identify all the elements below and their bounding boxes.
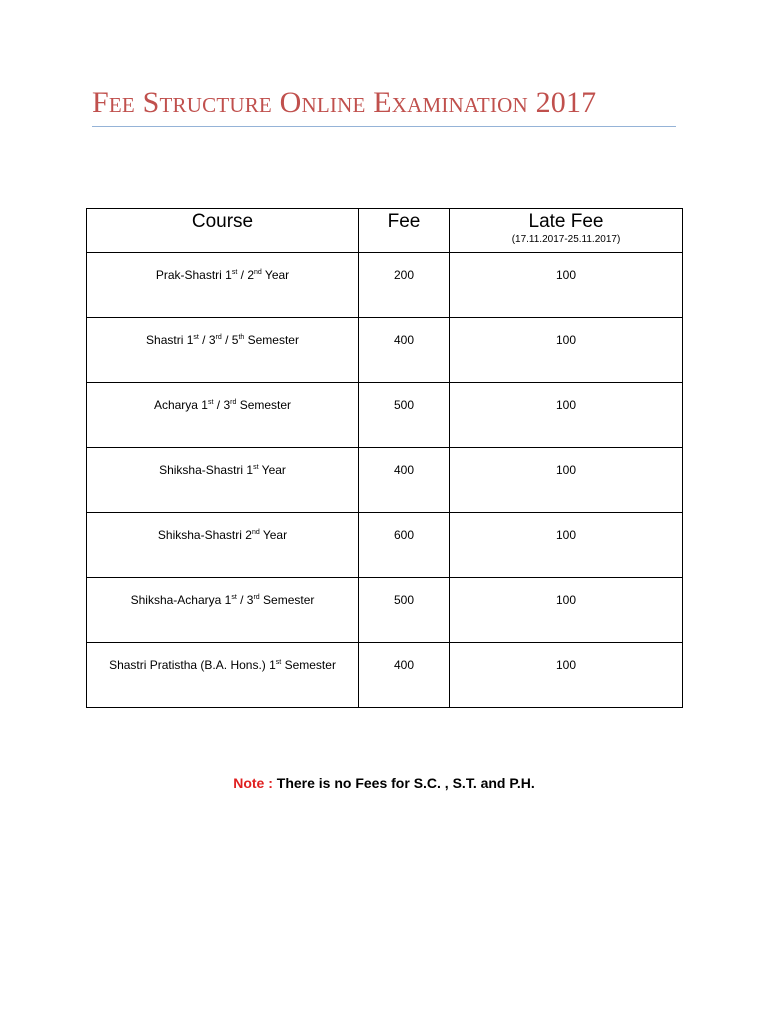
note	[0, 775, 768, 791]
course-text: Shastri Pratistha (B.A. Hons.) 1	[109, 658, 276, 672]
course-text: / 2	[237, 268, 254, 282]
course-text: Year	[258, 463, 286, 477]
ordinal-suffix: st	[275, 659, 282, 666]
header-late-fee-label: Late Fee	[528, 211, 604, 232]
fee-table	[86, 208, 683, 708]
course-text: / 3	[236, 593, 254, 607]
table-row	[87, 318, 683, 383]
table-row	[87, 383, 683, 448]
course-text: Semester	[259, 593, 315, 607]
late-fee-cell: 100	[450, 513, 683, 578]
course-text: Shiksha-Shastri 2	[157, 528, 252, 542]
course-text: / 5	[221, 333, 239, 347]
page-title: Fee Structure Online Examination 2017	[92, 86, 597, 119]
course-text: Semester	[281, 658, 336, 672]
title-underline	[92, 126, 676, 127]
fee-table-body	[87, 253, 683, 708]
fee-cell: 500	[359, 578, 450, 643]
course-text: Prak-Shastri 1	[155, 268, 232, 282]
course-cell	[87, 318, 359, 383]
ordinal-suffix: st	[231, 269, 238, 276]
fee-cell: 600	[359, 513, 450, 578]
ordinal-suffix: nd	[251, 529, 260, 536]
ordinal-suffix: st	[193, 334, 199, 341]
late-fee-cell: 100	[450, 643, 683, 708]
late-fee-cell: 100	[450, 448, 683, 513]
note-text: There is no Fees for S.C. , S.T. and P.H.	[272, 775, 535, 791]
late-fee-cell: 100	[450, 578, 683, 643]
header-late-fee	[450, 209, 683, 253]
table-row	[87, 253, 683, 318]
table-header-row	[87, 209, 683, 253]
course-text: Acharya 1	[153, 398, 208, 412]
course-text: Semester	[236, 398, 292, 412]
course-text: / 3	[213, 398, 231, 412]
fee-cell: 400	[359, 643, 450, 708]
ordinal-suffix: th	[238, 334, 245, 341]
late-fee-cell: 100	[450, 318, 683, 383]
ordinal-suffix: rd	[230, 399, 237, 406]
late-fee-cell: 100	[450, 253, 683, 318]
course-cell	[87, 448, 359, 513]
late-fee-cell: 100	[450, 383, 683, 448]
course-cell	[87, 383, 359, 448]
course-text: / 3	[198, 333, 216, 347]
course-cell	[87, 513, 359, 578]
ordinal-suffix: st	[253, 464, 259, 471]
fee-cell: 500	[359, 383, 450, 448]
ordinal-suffix: nd	[254, 269, 262, 276]
note-label: Note :	[233, 775, 273, 791]
ordinal-suffix: st	[231, 594, 237, 601]
ordinal-suffix: rd	[215, 334, 222, 341]
table-row	[87, 578, 683, 643]
fee-cell: 400	[359, 448, 450, 513]
header-course: Course	[87, 209, 359, 253]
course-cell	[87, 643, 359, 708]
fee-cell: 200	[359, 253, 450, 318]
course-text: Shiksha-Acharya 1	[130, 593, 232, 607]
course-cell	[87, 578, 359, 643]
course-text: Shiksha-Shastri 1	[159, 463, 254, 477]
course-text: Year	[261, 268, 290, 282]
course-text: Semester	[244, 333, 299, 347]
ordinal-suffix: st	[207, 399, 214, 406]
late-fee-period: (17.11.2017-25.11.2017)	[511, 234, 621, 245]
table-row	[87, 513, 683, 578]
table-row	[87, 643, 683, 708]
fee-cell: 400	[359, 318, 450, 383]
course-text: Shastri 1	[146, 333, 194, 347]
course-cell	[87, 253, 359, 318]
table-row	[87, 448, 683, 513]
ordinal-suffix: rd	[253, 594, 260, 601]
course-text: Year	[259, 528, 288, 542]
header-fee: Fee	[359, 209, 450, 253]
